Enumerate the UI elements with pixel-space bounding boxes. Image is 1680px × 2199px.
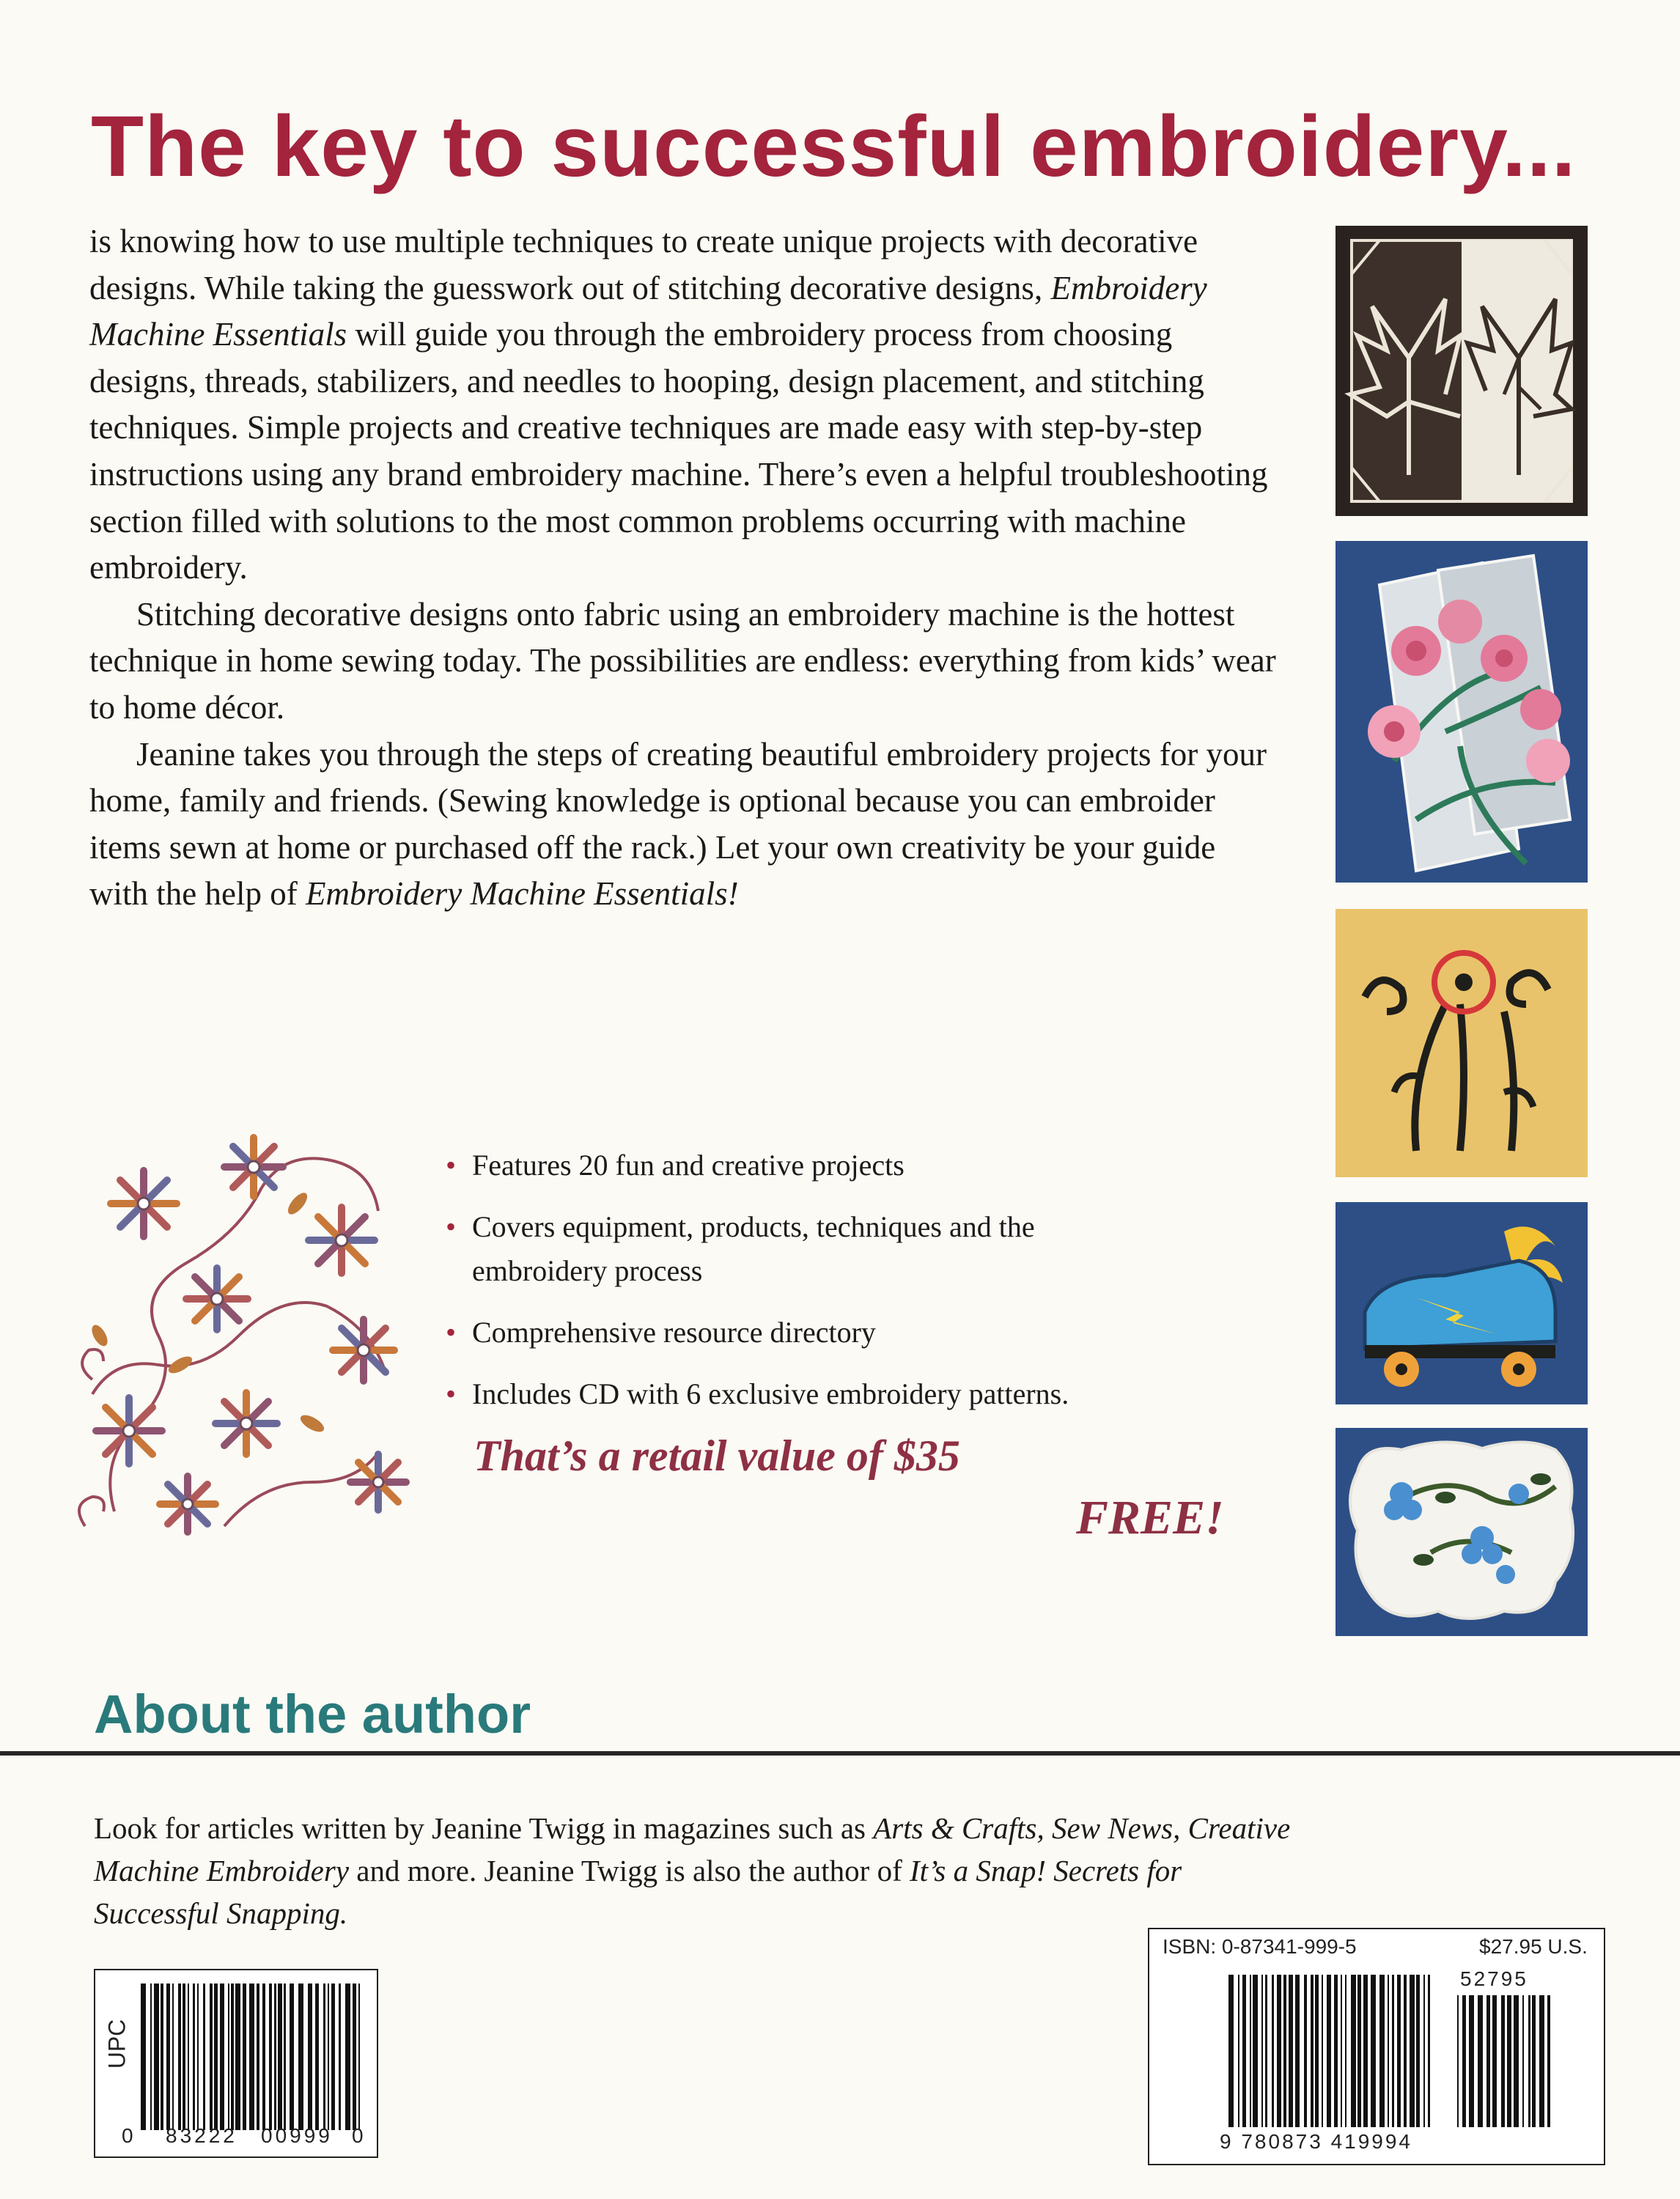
barcode-bar [1528,1995,1530,2127]
book-title: Embroidery Machine Essentials [89,269,1207,353]
about-author-heading: About the author [94,1684,531,1745]
barcode-bar [1428,1975,1430,2127]
barcode-bar [1351,1975,1356,2127]
feature-item: • Includes CD with 6 exclusive embroidery patterns. [446,1372,1289,1416]
barcode-bar [1457,1995,1459,2127]
barcode-bar [249,1983,254,2130]
barcode-bar [1289,1975,1293,2127]
about-author-text [94,1807,1311,1934]
barcode-bar [1250,1975,1251,2127]
feature-item: • Covers equipment, products, techniques and the embroidery process [446,1205,1117,1293]
barcode-bar [1315,1975,1319,2127]
barcode-bar [1327,1975,1331,2127]
feature-item: • Features 20 fun and creative projects [446,1143,1289,1187]
skate-embroidery-image [1335,1202,1588,1404]
barcode-bar [274,1983,276,2130]
barcode-bar [1357,1975,1361,2127]
barcode-bar [1501,1995,1505,2127]
roses-embroidery-image [1335,541,1588,883]
isbn-digits: 9 780873 419994 [1220,2130,1412,2153]
barcode-bar [161,1983,163,2130]
barcode-bar [1392,1975,1394,2127]
barcode-bar [1363,1975,1368,2127]
barcode-bar [1272,1975,1274,2127]
barcode-bar [1539,1995,1544,2127]
barcode-bar [1238,1975,1239,2127]
barcode-bar [188,1983,189,2130]
barcode-bar [178,1983,181,2130]
barcode-bar [1341,1975,1342,2127]
roses-embroidery-image [1335,541,1588,883]
floral-swirl-embroidery-image [70,1116,415,1542]
about-text-b: and more. Jeanine Twigg is also the author of [349,1854,910,1887]
barcode-bar [1345,1975,1346,2127]
addon-bars [1457,1995,1555,2127]
leaf-applique-image [1335,226,1588,516]
feature-list [446,1143,1289,1434]
barcode-bar [284,1983,286,2130]
barcode-bar [154,1983,159,2130]
skate-embroidery-image [1335,1202,1588,1404]
barcode-bar [183,1983,185,2130]
barcode-bar [243,1983,246,2130]
barcode-bar [1547,1995,1550,2127]
upc-digits: 00999 [261,2124,333,2147]
barcode-bar [1486,1995,1490,2127]
barcode-bar [328,1983,329,2130]
paragraph-1-text-a: is knowing how to use multiple techniques to create unique projects with decorative designs. While taking the guesswork out of stitching decorative designs, [89,223,1198,306]
barcode-bar [1462,1995,1466,2127]
barcode-bar [1304,1975,1307,2127]
upc-digit: 0 [122,2124,133,2147]
barcode-bar [353,1983,356,2130]
barcode-bar [1283,1975,1286,2127]
barcode-bar [315,1983,319,2130]
other-book-title: It’s a Snap! Secrets for Successful Snapping. [94,1854,1182,1930]
flowers-embroidery-image [1335,909,1588,1177]
headline: The key to successful embroidery... [91,98,1577,195]
book-title: Embroidery Machine Essentials! [305,875,739,913]
isbn-label: ISBN: 0-87341-999-5 [1163,1935,1357,1958]
barcode-bar [1514,1995,1519,2127]
barcode-bar [1492,1995,1497,2127]
barcode-bar [150,1983,152,2130]
barcode-bar [269,1983,272,2130]
paragraph-1-text-b: will guide you through the embroidery process from choosing designs, threads, stabilizers, and needles to hooping, design placement, and stitching techniques. Simple projects and creative techniques are made easy with step-by-step instructions using any brand embroidery machine. There’s even a helpful troubleshooting section filled with solutions to the most common problems occurring with machine embroidery. [89,316,1268,586]
barcode-bar [1416,1975,1420,2127]
upc-label: UPC [103,2019,130,2069]
barcode-bar [235,1983,240,2130]
barcode-bar [1334,1975,1338,2127]
barcode-bar [214,1983,218,2130]
barcode-bar [1265,1975,1267,2127]
blue-flowers-embroidery-image [1335,1428,1588,1636]
paragraph-3-text-a: Jeanine takes you through the steps of creating beautiful embroidery projects for your home, family and friends. (Sewing knowledge is optional because you can embroider items sewn at home or purchased off the rack.) Let your own creativity be your guide with the help of [89,735,1267,913]
barcode-bar [1228,1975,1234,2127]
barcode-bar [1522,1995,1524,2127]
barcode-bar [278,1983,282,2130]
barcode-bar [1253,1975,1258,2127]
barcode-bar [298,1983,303,2130]
barcode-bar [358,1983,360,2130]
barcode-bar [1322,1975,1323,2127]
upc-barcode [94,1969,378,2158]
barcode-bar [308,1983,312,2130]
price-label: $27.95 U.S. [1479,1935,1588,1958]
free-text: FREE! [1076,1491,1224,1544]
barcode-bar [166,1983,170,2130]
paragraph-3 [89,732,1277,918]
barcode-bar [290,1983,294,2130]
barcode-bar [1478,1995,1483,2127]
barcode-bar [228,1983,229,2130]
barcode-bar [1388,1975,1389,2127]
barcode-bar [1371,1975,1376,2127]
barcode-bar [1295,1975,1300,2127]
leaf-applique-image [1335,226,1588,516]
barcode-bar [257,1983,259,2130]
barcode-bar [141,1983,146,2130]
feature-item: • Comprehensive resource directory [446,1311,1289,1355]
description [89,218,1277,918]
barcode-bar [345,1983,350,2130]
barcode-bar [220,1983,224,2130]
blue-flowers-embroidery-image [1335,1428,1588,1636]
upc-digit: 0 [352,2124,364,2147]
barcode-bar [1410,1975,1415,2127]
barcode-bar [1423,1975,1425,2127]
barcode-bar [331,1983,335,2130]
divider [0,1751,1680,1756]
barcode-bar [1469,1995,1474,2127]
barcode-bar [193,1983,195,2130]
barcode-bar [1507,1995,1511,2127]
barcode-bar [197,1983,199,2130]
retail-value-text: That’s a retail value of $35 [474,1432,960,1480]
barcode-bar [1404,1975,1407,2127]
isbn-barcode [1148,1928,1605,2165]
barcode-bar [1261,1975,1263,2127]
barcode-bar [231,1983,234,2130]
barcode-bar [203,1983,205,2130]
barcode-bar [1242,1975,1246,2127]
paragraph-2: Stitching decorative designs onto fabric using an embroidery machine is the hottest technique in home sewing today. The possibilities are endless: everything from kids’ wear to home décor. [89,595,1276,726]
upc-bars [141,1983,364,2130]
barcode-bar [172,1983,174,2130]
magazine-titles: Arts & Crafts, Sew News, Creative Machine Embroidery [94,1811,1291,1887]
floral-swirl-embroidery-image [70,1116,415,1542]
barcode-bar [339,1983,341,2130]
paragraph-1 [89,218,1277,592]
isbn-bars [1228,1975,1432,2127]
upc-digits: 83222 [166,2124,237,2147]
barcode-bar [1277,1975,1281,2127]
barcode-bar [323,1983,325,2130]
barcode-bar [1379,1975,1385,2127]
barcode-bar [1397,1975,1401,2127]
barcode-bar [1532,1995,1536,2127]
about-text-a: Look for articles written by Jeanine Twigg in magazines such as [94,1811,874,1845]
barcode-bar [210,1983,213,2130]
barcode-bar [262,1983,265,2130]
isbn-addon-digits: 52795 [1460,1967,1528,1990]
flowers-embroidery-image [1335,909,1588,1177]
barcode-bar [1311,1975,1314,2127]
